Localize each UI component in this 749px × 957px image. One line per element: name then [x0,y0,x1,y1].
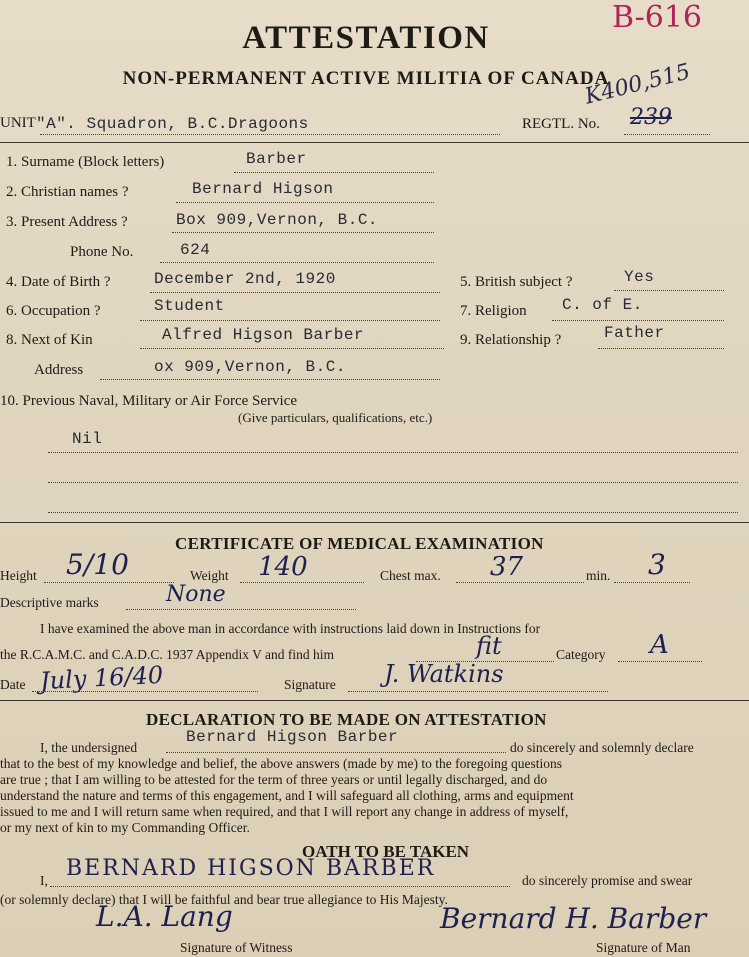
medical-signature-label: Signature [284,677,336,692]
oath-promise: do sincerely promise and swear [522,873,693,888]
regtl-number-new: K400,515 [582,59,693,110]
british-subject-label: 5. British subject ? [460,274,573,290]
chest-label: Chest max. [380,568,441,583]
man-signature-label: Signature of Man [596,940,691,955]
declaration-line1-a: I, the undersigned [40,740,138,755]
next-of-kin-label: 8. Next of Kin [6,332,93,348]
phone-label: Phone No. [70,244,134,260]
min-value: 3 [648,548,666,581]
kin-address-label: Address [34,362,84,378]
form-title: ATTESTATION [242,20,490,56]
height-value: 5/10 [66,548,129,581]
surname-label: 1. Surname (Block letters) [6,154,165,170]
marks-label: Descriptive marks [0,595,99,610]
oath-line2: (or solemnly declare) that I will be faithful and bear true allegiance to His Majesty. [0,892,448,907]
phone-value: 624 [180,241,211,259]
relationship-label: 9. Relationship ? [460,332,562,348]
surname-value: Barber [246,150,307,168]
medical-date-value: July 16/40 [39,660,164,696]
height-label: Height [0,568,37,583]
marks-value: None [166,582,226,607]
service-label: 10. Previous Naval, Military or Air Force Service [0,393,298,409]
dob-value: December 2nd, 1920 [154,270,336,288]
witness-signature: L.A. Lang [96,900,233,933]
next-of-kin-value: Alfred Higson Barber [162,326,365,344]
declaration-line2: that to the best of my knowledge and belief, the above answers (made by me) to the foregoing questions [0,756,562,771]
christian-names-value: Bernard Higson [192,180,334,198]
chest-value: 37 [490,552,524,582]
declaration-line5: issued to me and I will return same when required, and that I will report any change in address of myself, [0,804,569,819]
medical-date-label: Date [0,677,26,692]
medical-statement-2: the R.C.A.M.C. and C.A.D.C. 1937 Appendix V and find him [0,647,335,662]
british-subject-value: Yes [624,268,655,286]
occupation-label: 6. Occupation ? [6,303,101,319]
form-subtitle: NON-PERMANENT ACTIVE MILITIA OF CANADA [122,68,610,89]
dob-label: 4. Date of Birth ? [6,274,111,290]
weight-value: 140 [258,552,308,582]
service-value: Nil [72,430,103,448]
oath-i-label: I, [40,873,48,888]
category-value: A [650,630,669,660]
religion-label: 7. Religion [460,303,527,319]
min-label: min. [586,568,611,583]
kin-address-value: ox 909,Vernon, B.C. [154,358,346,376]
occupation-value: Student [154,297,225,315]
medical-title: CERTIFICATE OF MEDICAL EXAMINATION [175,534,544,553]
relationship-value: Father [604,324,665,342]
oath-name: BERNARD HIGSON BARBER [66,856,436,881]
religion-value: C. of E. [562,296,643,314]
declaration-title: DECLARATION TO BE MADE ON ATTESTATION [146,710,547,729]
regtl-label: REGTL. No. [522,116,600,132]
christian-names-label: 2. Christian names ? [6,184,129,200]
category-label: Category [556,647,606,662]
declaration-line1-b: do sincerely and solemnly declare [510,740,694,755]
unit-label: UNIT [0,115,36,131]
medical-signature-value: J. Watkins [384,660,504,688]
address-label: 3. Present Address ? [6,214,128,230]
unit-value: "A". Squadron, B.C.Dragoons [36,115,309,133]
corner-note: B-616 [612,0,702,35]
oath-title: OATH TO BE TAKEN [302,842,470,861]
service-hint: (Give particulars, qualifications, etc.) [238,410,433,425]
declaration-name: Bernard Higson Barber [186,728,399,746]
declaration-line3: are true ; that I am willing to be attested for the term of three years or until legally discharged, and do [0,772,548,787]
address-value: Box 909,Vernon, B.C. [176,211,379,229]
medical-statement-1: I have examined the above man in accordance with instructions laid down in Instructions for [40,621,541,636]
regtl-number-old: 239 [630,105,672,130]
man-signature: Bernard H. Barber [440,902,707,935]
declaration-line6: or my next of kin to my Commanding Officer. [0,820,250,835]
witness-signature-label: Signature of Witness [180,940,293,955]
weight-label: Weight [190,568,229,583]
medical-finding: fit [476,632,502,660]
declaration-line4: understand the nature and terms of this engagement, and I will safeguard all clothing, arms and equipment [0,788,574,803]
